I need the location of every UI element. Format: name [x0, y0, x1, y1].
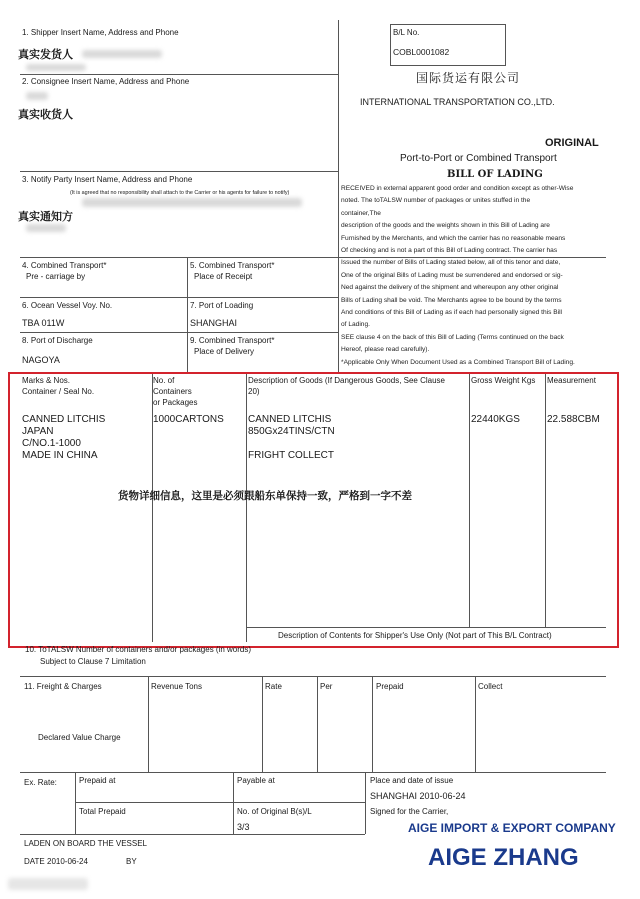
redacted-notify [26, 224, 66, 232]
gross-weight: 22440KGS [471, 414, 520, 425]
port-of-discharge: NAGOYA [22, 355, 60, 365]
place-date-value: SHANGHAI 2010-06-24 [370, 791, 466, 801]
goods-annotation: 货物详细信息，这里是必须跟船东单保持一致，严格到一字不差 [118, 490, 412, 502]
description-line: FRIGHT COLLECT [248, 450, 334, 461]
total-prepaid-label: Total Prepaid [79, 807, 126, 816]
field4-label: 4. Combined Transport* [22, 261, 107, 270]
divider [233, 772, 234, 834]
measurement-value: 22.588CBM [547, 414, 600, 425]
divider [317, 676, 318, 772]
originals-value: 3/3 [237, 822, 250, 832]
consignee-annotation: 真实收货人 [18, 109, 73, 121]
divider [20, 171, 338, 172]
divider [20, 834, 365, 835]
notify-note: (It is agreed that no responsibility shall attach to the Carrier or his agents for failure to notify) [70, 190, 290, 196]
shipper-label: 1. Shipper Insert Name, Address and Phone [22, 28, 179, 37]
field7-label: 7. Port of Loading [190, 301, 254, 310]
measurement-header: Measurement [547, 376, 596, 385]
bl-number: COBL0001082 [393, 47, 450, 57]
divider [148, 676, 149, 772]
divider [20, 332, 338, 333]
divider [75, 802, 365, 803]
prepaid-at-label: Prepaid at [79, 776, 116, 785]
notify-annotation: 真实通知方 [18, 211, 73, 223]
vessel-voyage: TBA 011W [22, 318, 65, 328]
originals-label: No. of Original B(s)/L [237, 807, 312, 816]
divider [365, 772, 366, 834]
redacted-shipper [26, 64, 86, 71]
laden-on-board: LADEN ON BOARD THE VESSEL [24, 839, 147, 848]
field5-sublabel: Place of Receipt [194, 272, 253, 281]
doc-title: BILL OF LADING [447, 169, 543, 180]
redacted-shipper [82, 50, 162, 58]
description-line: 850Gx24TINS/CTN [248, 426, 335, 437]
divider [20, 676, 606, 677]
notify-label: 3. Notify Party Insert Name, Address and Phone [22, 175, 193, 184]
package-count: 1000CARTONS [153, 414, 224, 425]
declared-value-label: Declared Value Charge [38, 733, 121, 742]
divider [475, 676, 476, 772]
bl-number-box [390, 24, 506, 66]
description-line: CANNED LITCHIS [248, 414, 332, 425]
field9-label: 9. Combined Transport* [190, 336, 275, 345]
by-label: BY [126, 857, 137, 866]
carrier-name-cn: 国际货运有限公司 [416, 71, 521, 85]
redacted-consignee [26, 92, 48, 100]
shipper-use-note: Description of Contents for Shipper's Use Only (Not part of This B/L Contract) [278, 631, 552, 640]
signed-for-label: Signed for the Carrier, [370, 807, 449, 816]
description-header: Description of Goods (If Dangerous Goods, See Clause [248, 376, 445, 385]
consignee-label: 2. Consignee Insert Name, Address and Phone [22, 77, 190, 86]
marks-line: CANNED LITCHIS [22, 414, 106, 425]
divider [338, 20, 339, 372]
field8-label: 8. Port of Discharge [22, 336, 93, 345]
field4-sublabel: Pre - carriage by [26, 272, 86, 281]
terms-text: RECEIVED in external apparent good order and condition except as other-Wise noted. The toTALSW number of packages or unites stuffed in the container,The description of the goods and the weights shown in this Bill of Lading are Furnished by the Merchants, and which the carrier has no reasonable means Of checking and is not a part of this Bill of Lading contract. The carrier has Issued the number of Bills of Lading stated below, all of this tenor and date, One of the original Bills of Lading must be surrendered and endorsed or sig- Ned against the delivery of the shipment and whereupon any other original Bills of Lading shall be void. The Merchants agree to be bound by the terms And conditions of this Bill of Lading as if each had personally signed this Bill of Lading. SEE clause 4 on the back of this Bill of Lading (Terms continued on the back Hereof, please read carefully). *Applicable Only When Document Used as a Combined Transport Bill of Lading. [341, 185, 575, 366]
marks-line: MADE IN CHINA [22, 450, 98, 461]
divider [20, 297, 338, 298]
divider [372, 676, 373, 772]
marks-line: C/NO.1-1000 [22, 438, 81, 449]
bl-number-label: B/L No. [393, 28, 420, 37]
payable-at-label: Payable at [237, 776, 275, 785]
clause10-sublabel: Subject to Clause 7 Limitation [40, 657, 146, 666]
marks-header: Marks & Nos. [22, 376, 71, 385]
watermark [8, 878, 88, 890]
field5-label: 5. Combined Transport* [190, 261, 275, 270]
laden-date: 2010-06-24 [47, 857, 88, 866]
divider [20, 772, 606, 773]
marks-line: JAPAN [22, 426, 54, 437]
port-of-loading: SHANGHAI [190, 318, 238, 328]
containers-header: No. of [153, 376, 175, 385]
prepaid-header: Prepaid [376, 682, 404, 691]
rate-header: Rate [265, 682, 282, 691]
per-header: Per [320, 682, 333, 691]
ex-rate-label: Ex. Rate: [24, 778, 57, 787]
shipper-annotation: 真实发货人 [18, 49, 73, 61]
divider [20, 74, 338, 75]
clause10-label: 10. ToTALSW Number of containers and/or packages (in words) [25, 645, 252, 654]
description-header-2: 20) [248, 387, 260, 396]
divider [75, 772, 76, 834]
containers-header-3: or Packages [153, 398, 198, 407]
gross-weight-header: Gross Weight Kgs [471, 376, 536, 385]
redacted-notify [82, 198, 302, 207]
revenue-tons-header: Revenue Tons [151, 682, 202, 691]
carrier-name-en: INTERNATIONAL TRANSPORTATION CO.,LTD. [360, 97, 555, 107]
marks-header-2: Container / Seal No. [22, 387, 95, 396]
divider [262, 676, 263, 772]
freight-charges-header: 11. Freight & Charges [24, 682, 102, 691]
original-stamp: ORIGINAL [545, 137, 599, 149]
signature: AIGE ZHANG [428, 844, 579, 871]
field6-label: 6. Ocean Vessel Voy. No. [22, 301, 113, 310]
field9-sublabel: Place of Delivery [194, 347, 255, 356]
divider [187, 257, 188, 372]
doc-subtitle: Port-to-Port or Combined Transport [400, 153, 557, 164]
containers-header-2: Containers [153, 387, 192, 396]
place-date-label: Place and date of issue [370, 776, 454, 785]
company-stamp: AIGE IMPORT & EXPORT COMPANY [408, 821, 616, 835]
date-label: DATE [24, 857, 45, 866]
collect-header: Collect [478, 682, 503, 691]
